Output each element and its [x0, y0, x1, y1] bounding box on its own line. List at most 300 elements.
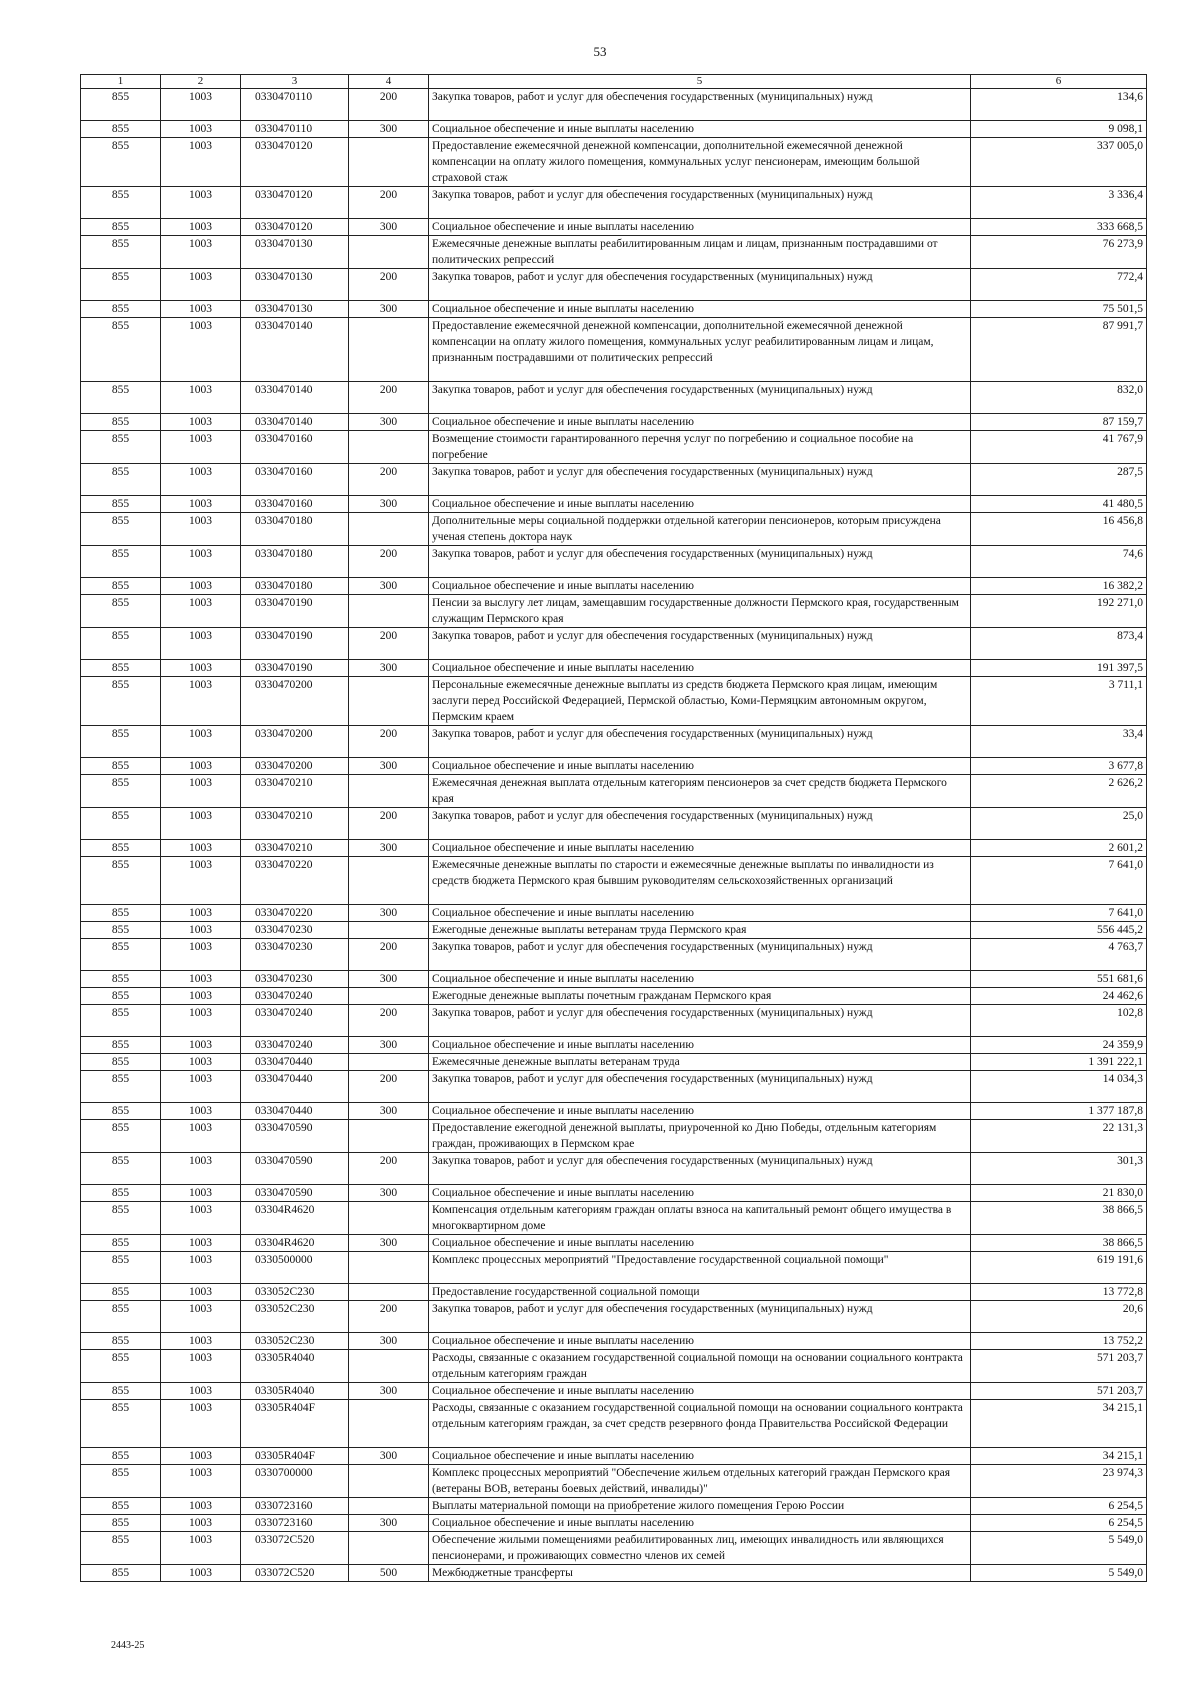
cell-description: Социальное обеспечение и иные выплаты населению — [429, 1185, 971, 1202]
cell-target: 0330470180 — [241, 578, 349, 595]
cell-target: 0330470220 — [241, 905, 349, 922]
cell-target: 0330470230 — [241, 939, 349, 971]
cell-gov: 855 — [81, 219, 161, 236]
table-row — [81, 431, 1147, 464]
cell-expense-type — [349, 1350, 429, 1383]
table-row — [81, 1465, 1147, 1498]
cell-gov: 855 — [81, 1235, 161, 1252]
cell-gov: 855 — [81, 464, 161, 496]
cell-description: Персональные ежемесячные денежные выплаты из средств бюджета Пермского края лицам, имеющим заслуги перед Российской Федерацией, Пермской областью, Коми-Пермяцким автономным округом, Пермским краем — [429, 677, 971, 726]
cell-expense-type — [349, 513, 429, 546]
cell-expense-type — [349, 1465, 429, 1498]
cell-target: 0330470590 — [241, 1185, 349, 1202]
cell-target: 0330470180 — [241, 513, 349, 546]
cell-expense-type — [349, 1202, 429, 1235]
table-row — [81, 236, 1147, 269]
cell-description: Закупка товаров, работ и услуг для обеспечения государственных (муниципальных) нужд — [429, 808, 971, 840]
cell-expense-type: 300 — [349, 905, 429, 922]
col-header-1: 1 — [81, 75, 161, 89]
table-row — [81, 1185, 1147, 1202]
table-row — [81, 628, 1147, 660]
cell-target: 03305R4040 — [241, 1350, 349, 1383]
cell-section: 1003 — [161, 1565, 241, 1582]
cell-section: 1003 — [161, 1515, 241, 1532]
cell-target: 033052С230 — [241, 1333, 349, 1350]
cell-target: 0330470210 — [241, 775, 349, 808]
cell-description: Ежемесячная денежная выплата отдельным категориям пенсионеров за счет средств бюджета Пермского края — [429, 775, 971, 808]
table-row — [81, 1532, 1147, 1565]
cell-gov: 855 — [81, 939, 161, 971]
cell-expense-type: 300 — [349, 414, 429, 431]
cell-description: Закупка товаров, работ и услуг для обеспечения государственных (муниципальных) нужд — [429, 726, 971, 758]
cell-target: 0330470110 — [241, 121, 349, 138]
table-row — [81, 496, 1147, 513]
cell-expense-type: 500 — [349, 1565, 429, 1582]
cell-amount: 76 273,9 — [971, 236, 1147, 269]
cell-amount: 22 131,3 — [971, 1120, 1147, 1153]
cell-target: 033072С520 — [241, 1565, 349, 1582]
cell-amount: 4 763,7 — [971, 939, 1147, 971]
cell-section: 1003 — [161, 1498, 241, 1515]
cell-description: Социальное обеспечение и иные выплаты населению — [429, 905, 971, 922]
cell-amount: 3 336,4 — [971, 187, 1147, 219]
cell-gov: 855 — [81, 758, 161, 775]
cell-expense-type: 200 — [349, 939, 429, 971]
cell-gov: 855 — [81, 1252, 161, 1284]
cell-description: Социальное обеспечение и иные выплаты населению — [429, 496, 971, 513]
cell-expense-type: 200 — [349, 382, 429, 414]
cell-amount: 25,0 — [971, 808, 1147, 840]
cell-expense-type: 200 — [349, 269, 429, 301]
cell-expense-type — [349, 1120, 429, 1153]
cell-section: 1003 — [161, 1448, 241, 1465]
table-row — [81, 1120, 1147, 1153]
table-row — [81, 546, 1147, 578]
cell-amount: 87 991,7 — [971, 318, 1147, 382]
cell-gov: 855 — [81, 1103, 161, 1120]
cell-gov: 855 — [81, 677, 161, 726]
cell-description: Ежемесячные денежные выплаты реабилитированным лицам и лицам, признанным пострадавшими от политических репрессий — [429, 236, 971, 269]
col-header-4: 4 — [349, 75, 429, 89]
cell-description: Социальное обеспечение и иные выплаты населению — [429, 1448, 971, 1465]
cell-description: Закупка товаров, работ и услуг для обеспечения государственных (муниципальных) нужд — [429, 89, 971, 121]
table-row — [81, 318, 1147, 382]
cell-target: 0330470230 — [241, 971, 349, 988]
cell-section: 1003 — [161, 121, 241, 138]
cell-gov: 855 — [81, 578, 161, 595]
cell-description: Социальное обеспечение и иные выплаты населению — [429, 578, 971, 595]
cell-target: 0330700000 — [241, 1465, 349, 1498]
cell-target: 0330470440 — [241, 1071, 349, 1103]
cell-section: 1003 — [161, 496, 241, 513]
cell-expense-type — [349, 1400, 429, 1448]
cell-description: Пенсии за выслугу лет лицам, замещавшим государственные должности Пермского края, государственным служащим Пермского края — [429, 595, 971, 628]
cell-description: Ежегодные денежные выплаты ветеранам труда Пермского края — [429, 922, 971, 939]
table-row — [81, 301, 1147, 318]
cell-gov: 855 — [81, 726, 161, 758]
cell-target: 0330470120 — [241, 138, 349, 187]
table-row — [81, 808, 1147, 840]
table-row — [81, 857, 1147, 905]
cell-description: Ежемесячные денежные выплаты ветеранам труда — [429, 1054, 971, 1071]
cell-gov: 855 — [81, 1532, 161, 1565]
cell-target: 0330470230 — [241, 922, 349, 939]
table-row — [81, 595, 1147, 628]
table-row — [81, 1202, 1147, 1235]
cell-description: Социальное обеспечение и иные выплаты населению — [429, 1333, 971, 1350]
cell-gov: 855 — [81, 1301, 161, 1333]
cell-gov: 855 — [81, 1515, 161, 1532]
cell-gov: 855 — [81, 1350, 161, 1383]
cell-expense-type — [349, 1252, 429, 1284]
cell-section: 1003 — [161, 988, 241, 1005]
cell-expense-type: 300 — [349, 1333, 429, 1350]
cell-description: Социальное обеспечение и иные выплаты населению — [429, 301, 971, 318]
cell-description: Социальное обеспечение и иные выплаты населению — [429, 121, 971, 138]
cell-target: 0330500000 — [241, 1252, 349, 1284]
cell-target: 033072С520 — [241, 1532, 349, 1565]
cell-gov: 855 — [81, 1037, 161, 1054]
cell-description: Ежегодные денежные выплаты почетным гражданам Пермского края — [429, 988, 971, 1005]
cell-amount: 16 456,8 — [971, 513, 1147, 546]
table-row — [81, 138, 1147, 187]
cell-description: Предоставление ежемесячной денежной компенсации, дополнительной ежемесячной денежной компенсации на оплату жилого помещения, коммунальных услуг реабилитированным лицам и лицам, признанным пострадавшими от политических репрессий — [429, 318, 971, 382]
cell-target: 0330470160 — [241, 431, 349, 464]
cell-target: 0330470240 — [241, 988, 349, 1005]
cell-description: Закупка товаров, работ и услуг для обеспечения государственных (муниципальных) нужд — [429, 382, 971, 414]
cell-target: 0330470190 — [241, 660, 349, 677]
cell-target: 0330470210 — [241, 840, 349, 857]
cell-target: 0330470440 — [241, 1054, 349, 1071]
cell-expense-type: 300 — [349, 1383, 429, 1400]
table-row — [81, 1383, 1147, 1400]
cell-description: Социальное обеспечение и иные выплаты населению — [429, 1383, 971, 1400]
cell-description: Предоставление государственной социальной помощи — [429, 1284, 971, 1301]
cell-section: 1003 — [161, 1120, 241, 1153]
table-row — [81, 1071, 1147, 1103]
cell-gov: 855 — [81, 1400, 161, 1448]
cell-section: 1003 — [161, 660, 241, 677]
cell-expense-type — [349, 988, 429, 1005]
cell-expense-type: 200 — [349, 726, 429, 758]
cell-section: 1003 — [161, 1532, 241, 1565]
cell-expense-type: 200 — [349, 89, 429, 121]
table-row — [81, 1515, 1147, 1532]
cell-gov: 855 — [81, 857, 161, 905]
cell-description: Закупка товаров, работ и услуг для обеспечения государственных (муниципальных) нужд — [429, 628, 971, 660]
cell-gov: 855 — [81, 1071, 161, 1103]
cell-target: 03304R4620 — [241, 1202, 349, 1235]
table-row — [81, 121, 1147, 138]
cell-section: 1003 — [161, 628, 241, 660]
cell-description: Закупка товаров, работ и услуг для обеспечения государственных (муниципальных) нужд — [429, 1301, 971, 1333]
cell-amount: 551 681,6 — [971, 971, 1147, 988]
cell-amount: 75 501,5 — [971, 301, 1147, 318]
table-row — [81, 513, 1147, 546]
page-number: 53 — [593, 44, 607, 59]
cell-target: 0330470240 — [241, 1037, 349, 1054]
cell-description: Социальное обеспечение и иные выплаты населению — [429, 414, 971, 431]
cell-amount: 74,6 — [971, 546, 1147, 578]
cell-expense-type: 300 — [349, 496, 429, 513]
cell-gov: 855 — [81, 236, 161, 269]
cell-expense-type: 300 — [349, 1448, 429, 1465]
cell-target: 0330470110 — [241, 89, 349, 121]
cell-target: 0330470590 — [241, 1153, 349, 1185]
table-row — [81, 1054, 1147, 1071]
cell-section: 1003 — [161, 1301, 241, 1333]
cell-section: 1003 — [161, 513, 241, 546]
cell-amount: 3 711,1 — [971, 677, 1147, 726]
cell-description: Возмещение стоимости гарантированного перечня услуг по погребению и социальное пособие на погребение — [429, 431, 971, 464]
cell-section: 1003 — [161, 219, 241, 236]
cell-gov: 855 — [81, 269, 161, 301]
cell-section: 1003 — [161, 578, 241, 595]
cell-expense-type: 300 — [349, 660, 429, 677]
table-row — [81, 1448, 1147, 1465]
table-row — [81, 1565, 1147, 1582]
cell-target: 0330470590 — [241, 1120, 349, 1153]
cell-section: 1003 — [161, 89, 241, 121]
table-row — [81, 905, 1147, 922]
cell-section: 1003 — [161, 758, 241, 775]
cell-description: Расходы, связанные с оказанием государственной социальной помощи на основании социального контракта отдельным категориям граждан — [429, 1350, 971, 1383]
cell-amount: 5 549,0 — [971, 1532, 1147, 1565]
cell-amount: 102,8 — [971, 1005, 1147, 1037]
cell-section: 1003 — [161, 939, 241, 971]
cell-amount: 24 462,6 — [971, 988, 1147, 1005]
cell-description: Социальное обеспечение и иные выплаты населению — [429, 1103, 971, 1120]
table-row — [81, 578, 1147, 595]
cell-gov: 855 — [81, 922, 161, 939]
cell-section: 1003 — [161, 301, 241, 318]
cell-section: 1003 — [161, 269, 241, 301]
cell-section: 1003 — [161, 775, 241, 808]
cell-section: 1003 — [161, 546, 241, 578]
cell-amount: 38 866,5 — [971, 1202, 1147, 1235]
cell-expense-type — [349, 922, 429, 939]
cell-gov: 855 — [81, 382, 161, 414]
cell-amount: 34 215,1 — [971, 1448, 1147, 1465]
cell-gov: 855 — [81, 496, 161, 513]
cell-amount: 38 866,5 — [971, 1235, 1147, 1252]
cell-section: 1003 — [161, 840, 241, 857]
cell-amount: 24 359,9 — [971, 1037, 1147, 1054]
cell-gov: 855 — [81, 660, 161, 677]
col-header-2: 2 — [161, 75, 241, 89]
cell-expense-type — [349, 1054, 429, 1071]
cell-section: 1003 — [161, 1037, 241, 1054]
table-row — [81, 1284, 1147, 1301]
cell-expense-type: 200 — [349, 1153, 429, 1185]
table-row — [81, 382, 1147, 414]
cell-section: 1003 — [161, 1153, 241, 1185]
cell-target: 0330470190 — [241, 628, 349, 660]
cell-target: 0330470240 — [241, 1005, 349, 1037]
cell-description: Комплекс процессных мероприятий "Обеспечение жильем отдельных категорий граждан Пермского края (ветераны ВОВ, ветераны боевых действий, инвалиды)" — [429, 1465, 971, 1498]
cell-section: 1003 — [161, 414, 241, 431]
cell-gov: 855 — [81, 595, 161, 628]
cell-target: 0330470200 — [241, 758, 349, 775]
header-row — [81, 75, 1147, 89]
cell-amount: 33,4 — [971, 726, 1147, 758]
cell-section: 1003 — [161, 857, 241, 905]
cell-expense-type: 300 — [349, 1037, 429, 1054]
cell-description: Компенсация отдельным категориям граждан оплаты взноса на капитальный ремонт общего имущества в многоквартирном доме — [429, 1202, 971, 1235]
cell-amount: 2 601,2 — [971, 840, 1147, 857]
cell-section: 1003 — [161, 1005, 241, 1037]
table-row — [81, 1037, 1147, 1054]
table-row — [81, 1005, 1147, 1037]
cell-description: Социальное обеспечение и иные выплаты населению — [429, 971, 971, 988]
cell-description: Закупка товаров, работ и услуг для обеспечения государственных (муниципальных) нужд — [429, 546, 971, 578]
cell-target: 03305R404F — [241, 1400, 349, 1448]
cell-target: 03304R4620 — [241, 1235, 349, 1252]
cell-section: 1003 — [161, 1185, 241, 1202]
cell-description: Предоставление ежемесячной денежной компенсации, дополнительной ежемесячной денежной компенсации на оплату жилого помещения, коммунальных услуг пенсионерам, имеющим большой страховой стаж — [429, 138, 971, 187]
cell-gov: 855 — [81, 1383, 161, 1400]
cell-description: Расходы, связанные с оказанием государственной социальной помощи на основании социального контракта отдельным категориям граждан, за счет средств резервного фонда Правительства Российской Федерации — [429, 1400, 971, 1448]
cell-expense-type — [349, 857, 429, 905]
cell-target: 0330470160 — [241, 496, 349, 513]
cell-section: 1003 — [161, 1383, 241, 1400]
cell-expense-type: 200 — [349, 1071, 429, 1103]
cell-target: 033052С230 — [241, 1301, 349, 1333]
cell-section: 1003 — [161, 187, 241, 219]
cell-section: 1003 — [161, 138, 241, 187]
cell-description: Социальное обеспечение и иные выплаты населению — [429, 219, 971, 236]
cell-section: 1003 — [161, 1071, 241, 1103]
cell-amount: 1 377 187,8 — [971, 1103, 1147, 1120]
cell-target: 0330470130 — [241, 301, 349, 318]
table-row — [81, 1301, 1147, 1333]
cell-amount: 3 677,8 — [971, 758, 1147, 775]
cell-amount: 14 034,3 — [971, 1071, 1147, 1103]
cell-gov: 855 — [81, 318, 161, 382]
cell-gov: 855 — [81, 775, 161, 808]
cell-gov: 855 — [81, 138, 161, 187]
table-body — [81, 89, 1147, 1582]
cell-section: 1003 — [161, 595, 241, 628]
cell-section: 1003 — [161, 1400, 241, 1448]
cell-target: 03305R4040 — [241, 1383, 349, 1400]
cell-gov: 855 — [81, 1153, 161, 1185]
cell-gov: 855 — [81, 1005, 161, 1037]
cell-target: 0330470190 — [241, 595, 349, 628]
cell-amount: 571 203,7 — [971, 1383, 1147, 1400]
cell-expense-type: 300 — [349, 578, 429, 595]
cell-section: 1003 — [161, 1284, 241, 1301]
cell-amount: 21 830,0 — [971, 1185, 1147, 1202]
cell-target: 0330470440 — [241, 1103, 349, 1120]
cell-gov: 855 — [81, 121, 161, 138]
cell-amount: 556 445,2 — [971, 922, 1147, 939]
cell-amount: 337 005,0 — [971, 138, 1147, 187]
cell-target: 0330470210 — [241, 808, 349, 840]
cell-section: 1003 — [161, 1054, 241, 1071]
cell-expense-type — [349, 1532, 429, 1565]
cell-gov: 855 — [81, 546, 161, 578]
cell-description: Закупка товаров, работ и услуг для обеспечения государственных (муниципальных) нужд — [429, 187, 971, 219]
cell-expense-type — [349, 1284, 429, 1301]
cell-description: Комплекс процессных мероприятий "Предоставление государственной социальной помощи" — [429, 1252, 971, 1284]
cell-gov: 855 — [81, 1120, 161, 1153]
cell-gov: 855 — [81, 971, 161, 988]
cell-amount: 287,5 — [971, 464, 1147, 496]
cell-gov: 855 — [81, 628, 161, 660]
cell-amount: 41 767,9 — [971, 431, 1147, 464]
table-row — [81, 219, 1147, 236]
cell-expense-type: 300 — [349, 971, 429, 988]
cell-gov: 855 — [81, 1284, 161, 1301]
table-row — [81, 1252, 1147, 1284]
cell-expense-type: 200 — [349, 187, 429, 219]
cell-expense-type: 200 — [349, 464, 429, 496]
cell-gov: 855 — [81, 414, 161, 431]
cell-target: 0330470140 — [241, 382, 349, 414]
cell-target: 0330470200 — [241, 677, 349, 726]
cell-description: Закупка товаров, работ и услуг для обеспечения государственных (муниципальных) нужд — [429, 269, 971, 301]
cell-section: 1003 — [161, 1103, 241, 1120]
cell-target: 0330470200 — [241, 726, 349, 758]
cell-amount: 619 191,6 — [971, 1252, 1147, 1284]
col-header-3: 3 — [241, 75, 349, 89]
budget-table — [80, 74, 1147, 1582]
table-row — [81, 922, 1147, 939]
cell-amount: 192 271,0 — [971, 595, 1147, 628]
cell-amount: 7 641,0 — [971, 857, 1147, 905]
cell-section: 1003 — [161, 677, 241, 726]
cell-gov: 855 — [81, 1565, 161, 1582]
cell-amount: 134,6 — [971, 89, 1147, 121]
cell-amount: 41 480,5 — [971, 496, 1147, 513]
table-row — [81, 414, 1147, 431]
cell-description: Социальное обеспечение и иные выплаты населению — [429, 758, 971, 775]
cell-expense-type — [349, 1498, 429, 1515]
cell-target: 033052С230 — [241, 1284, 349, 1301]
cell-description: Дополнительные меры социальной поддержки отдельной категории пенсионеров, которым присуждена ученая степень доктора наук — [429, 513, 971, 546]
cell-description: Предоставление ежегодной денежной выплаты, приуроченной ко Дню Победы, отдельным категориям граждан, проживающих в Пермском крае — [429, 1120, 971, 1153]
cell-gov: 855 — [81, 1333, 161, 1350]
cell-target: 0330470130 — [241, 269, 349, 301]
cell-target: 0330470120 — [241, 219, 349, 236]
cell-section: 1003 — [161, 922, 241, 939]
cell-description: Социальное обеспечение и иные выплаты населению — [429, 660, 971, 677]
cell-description: Закупка товаров, работ и услуг для обеспечения государственных (муниципальных) нужд — [429, 1071, 971, 1103]
cell-section: 1003 — [161, 318, 241, 382]
cell-description: Социальное обеспечение и иные выплаты населению — [429, 1037, 971, 1054]
cell-expense-type — [349, 318, 429, 382]
cell-expense-type: 300 — [349, 1185, 429, 1202]
cell-amount: 6 254,5 — [971, 1498, 1147, 1515]
table-row — [81, 1153, 1147, 1185]
cell-amount: 333 668,5 — [971, 219, 1147, 236]
table-row — [81, 1333, 1147, 1350]
cell-target: 0330470140 — [241, 318, 349, 382]
cell-expense-type: 300 — [349, 1103, 429, 1120]
cell-expense-type — [349, 595, 429, 628]
cell-section: 1003 — [161, 382, 241, 414]
cell-amount: 7 641,0 — [971, 905, 1147, 922]
cell-target: 0330470130 — [241, 236, 349, 269]
table-row — [81, 269, 1147, 301]
cell-gov: 855 — [81, 513, 161, 546]
cell-expense-type: 200 — [349, 1005, 429, 1037]
cell-section: 1003 — [161, 1252, 241, 1284]
cell-expense-type — [349, 138, 429, 187]
table-row — [81, 1498, 1147, 1515]
cell-section: 1003 — [161, 808, 241, 840]
